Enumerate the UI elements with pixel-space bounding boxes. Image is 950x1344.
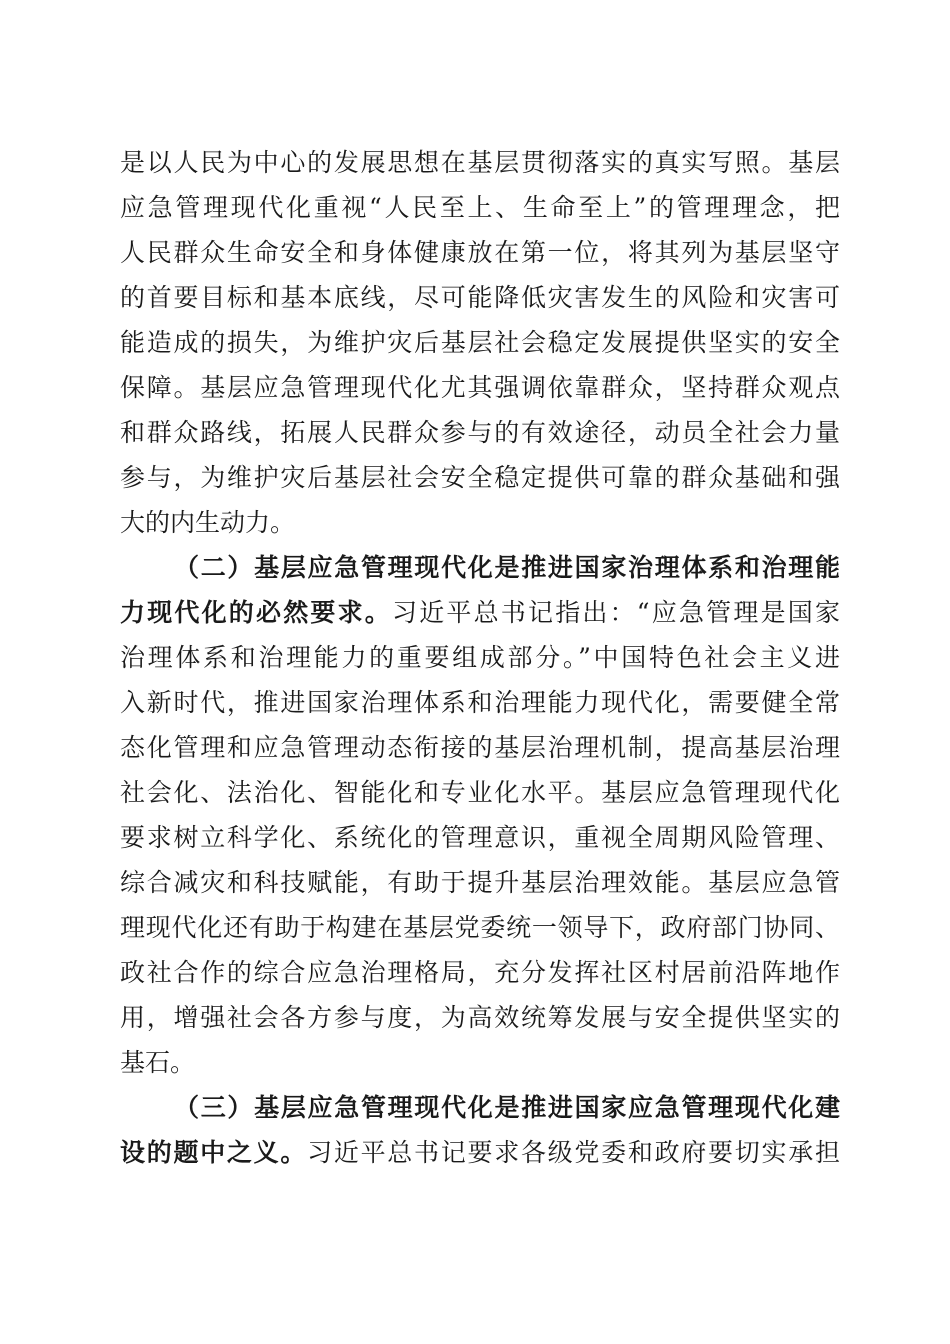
paragraph-line: 用，增强社会各方参与度，为高效统筹发展与安全提供坚实的 xyxy=(120,1003,840,1032)
paragraph-line: 的首要目标和基本底线，尽可能降低灾害发生的风险和灾害可 xyxy=(120,283,840,312)
paragraph-2 xyxy=(120,545,840,1085)
paragraph-3 xyxy=(120,1085,840,1175)
paragraph-line: 保障。基层应急管理现代化尤其强调依靠群众，坚持群众观点 xyxy=(120,373,840,402)
paragraph-line xyxy=(120,1130,840,1175)
paragraph-line: 和群众路线，拓展人民群众参与的有效途径，动员全社会力量 xyxy=(120,418,840,447)
paragraph-line: 综合减灾和科技赋能，有助于提升基层治理效能。基层应急管 xyxy=(120,868,840,897)
paragraph-line: 要求树立科学化、系统化的管理意识，重视全周期风险管理、 xyxy=(120,823,840,852)
section-heading-3-cont: 设的题中之义。 xyxy=(120,1138,308,1167)
paragraph-line: 态化管理和应急管理动态衔接的基层治理机制，提高基层治理 xyxy=(120,733,840,762)
section-heading-line xyxy=(120,1085,840,1130)
paragraph-line: 应急管理现代化重视“人民至上、生命至上”的管理理念，把 xyxy=(120,193,840,222)
document-body xyxy=(120,140,840,1175)
section-heading-2-cont: 力现代化的必然要求。 xyxy=(120,598,392,627)
paragraph-line: 大的内生动力。 xyxy=(120,508,296,537)
paragraph-line: 基石。 xyxy=(120,1048,196,1077)
paragraph-line: 治理体系和治理能力的重要组成部分。”中国特色社会主义进 xyxy=(120,643,840,672)
paragraph-line: 参与，为维护灾后基层社会安全稳定提供可靠的群众基础和强 xyxy=(120,463,840,492)
paragraph-text: 习近平总书记要求各级党委和政府要切实承担 xyxy=(307,1138,840,1167)
section-heading-3: （三）基层应急管理现代化是推进国家应急管理现代化建 xyxy=(174,1093,840,1122)
paragraph-line: 能造成的损失，为维护灾后基层社会稳定发展提供坚实的安全 xyxy=(120,328,840,357)
paragraph-1 xyxy=(120,140,840,545)
paragraph-line: 政社合作的综合应急治理格局，充分发挥社区村居前沿阵地作 xyxy=(120,958,840,987)
paragraph-line: 入新时代，推进国家治理体系和治理能力现代化，需要健全常 xyxy=(120,688,840,717)
section-heading-2: （二）基层应急管理现代化是推进国家治理体系和治理能 xyxy=(174,553,840,582)
section-heading-line xyxy=(120,545,840,590)
paragraph-line: 是以人民为中心的发展思想在基层贯彻落实的真实写照。基层 xyxy=(120,148,840,177)
paragraph-line: 理现代化还有助于构建在基层党委统一领导下，政府部门协同、 xyxy=(120,913,840,942)
paragraph-text: 习近平总书记指出：“应急管理是国家 xyxy=(392,598,840,627)
paragraph-line xyxy=(120,590,840,635)
paragraph-line: 社会化、法治化、智能化和专业化水平。基层应急管理现代化 xyxy=(120,778,840,807)
paragraph-line: 人民群众生命安全和身体健康放在第一位，将其列为基层坚守 xyxy=(120,238,840,267)
